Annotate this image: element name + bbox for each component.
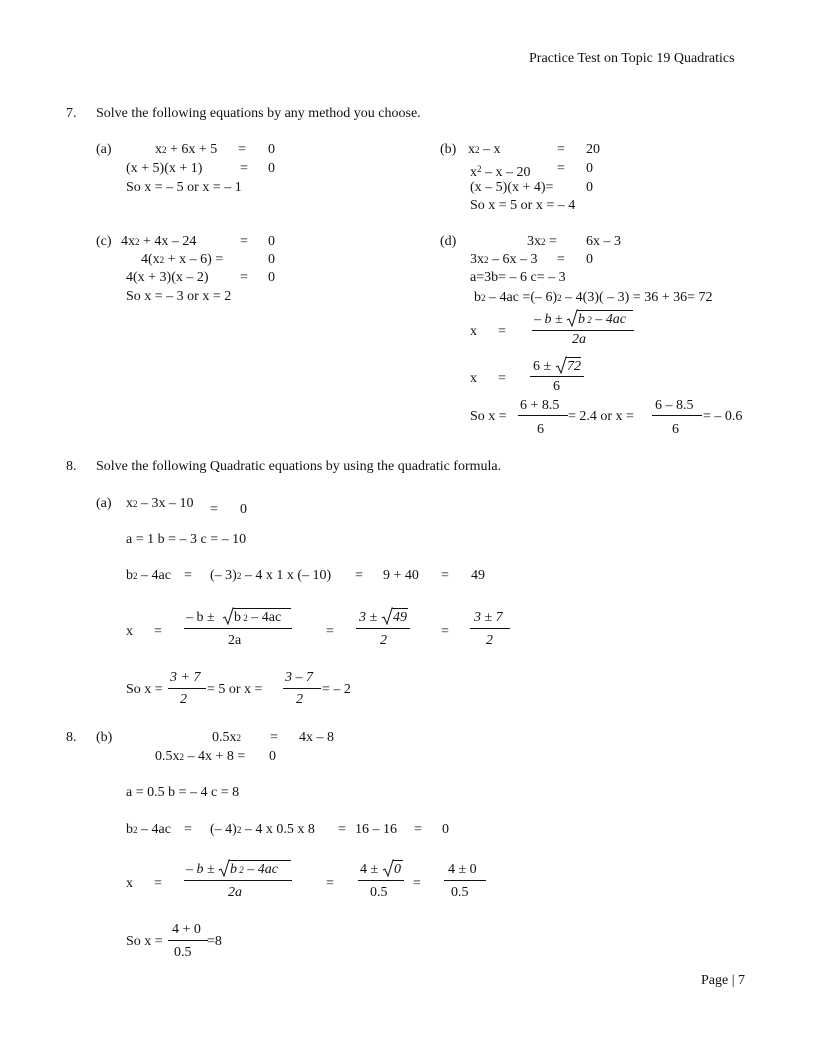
q7d-abc: a=3b= – 6 c= – 3 bbox=[470, 270, 566, 285]
q8a-equation-eq: = bbox=[210, 502, 218, 517]
question-8b-number: 8. bbox=[66, 730, 77, 745]
q7d-f2-x: x bbox=[470, 371, 477, 386]
q8a-f2-fraction-bar bbox=[356, 628, 410, 629]
q7a-line2-lhs: (x + 5)(x + 1) bbox=[126, 161, 203, 176]
q8a-f1-radicand: b 2 – 4ac bbox=[234, 610, 282, 625]
q8b-so-x: So x = bbox=[126, 934, 163, 949]
q8a-f3-numerator: 3 ± 7 bbox=[474, 610, 503, 625]
q8b-f1-x: x bbox=[126, 876, 133, 891]
q7c-line1-eq: = bbox=[240, 234, 248, 249]
q7d-f1-sqrt-icon bbox=[566, 309, 578, 327]
q7b-label: (b) bbox=[440, 142, 457, 157]
q7d-f3-result: = 2.4 or x = bbox=[568, 409, 634, 424]
q7b-line1-eq: = bbox=[557, 142, 565, 157]
q8a-f2-sqrt-icon bbox=[381, 607, 393, 625]
q7c-line1-rhs: 0 bbox=[268, 234, 275, 249]
q7d-f4-result: = – 0.6 bbox=[703, 409, 743, 424]
q8b-f1-sqrt-icon bbox=[218, 859, 230, 877]
q8b-f1-radical-bar bbox=[229, 860, 291, 861]
q8b-f2-denominator: 0.5 bbox=[370, 885, 388, 900]
q8a-f4-numerator: 3 + 7 bbox=[170, 670, 201, 685]
q8a-abc: a = 1 b = – 3 c = – 10 bbox=[126, 532, 247, 547]
q7b-line2-rhs: 0 bbox=[586, 161, 593, 176]
q8a-equation-rhs: 0 bbox=[240, 502, 247, 517]
q8b-f1-numerator: – b ± bbox=[186, 862, 215, 877]
q8b-abc: a = 0.5 b = – 4 c = 8 bbox=[126, 785, 240, 800]
q8b-line1-rhs: 4x – 8 bbox=[299, 730, 334, 745]
q8a-f4-result: = 5 or x = bbox=[207, 682, 263, 697]
q8a-so-x: So x = bbox=[126, 682, 163, 697]
q8a-f5-fraction-bar bbox=[283, 688, 321, 689]
q8b-f2-sqrt-icon bbox=[382, 859, 394, 877]
q8a-f1-numerator: – b ± bbox=[186, 610, 215, 625]
q7d-f3-numerator: 6 + 8.5 bbox=[520, 398, 560, 413]
q7c-line2-lhs: 4(x2 + x – 6) = bbox=[141, 252, 224, 267]
q7d-f4-fraction-bar bbox=[652, 415, 702, 416]
q7d-f2-fraction-bar bbox=[530, 376, 584, 377]
q8a-f2-radicand: 49 bbox=[393, 610, 407, 625]
q7d-f4-numerator: 6 – 8.5 bbox=[655, 398, 694, 413]
q8b-f2-radicand: 0 bbox=[394, 862, 401, 877]
q8a-f1-eq: = bbox=[154, 624, 162, 639]
q8a-f5-result: = – 2 bbox=[322, 682, 351, 697]
q7d-f1-eq: = bbox=[498, 324, 506, 339]
q8b-line1-eq: = bbox=[270, 730, 278, 745]
q8b-f1-fraction-bar bbox=[184, 880, 292, 881]
q8a-f3-fraction-bar bbox=[470, 628, 510, 629]
q8b-line2-lhs: 0.5x2 – 4x + 8 = bbox=[155, 749, 246, 764]
q8b-f3-denominator: 0.5 bbox=[451, 885, 469, 900]
q8b-f2-eq: = bbox=[326, 876, 334, 891]
q8a-f1-fraction-bar bbox=[184, 628, 292, 629]
q7c-line1-lhs: 4x2 + 4x – 24 bbox=[121, 234, 197, 249]
q8b-line1-lhs: 0.5x2 bbox=[212, 730, 241, 745]
q7d-f1-radicand: b 2 – 4ac bbox=[578, 312, 626, 327]
q7c-line3-eq: = bbox=[240, 270, 248, 285]
q7d-f3-fraction-bar bbox=[518, 415, 568, 416]
q8a-equation-lhs: x2 – 3x – 10 bbox=[126, 496, 194, 511]
q8b-f4-numerator: 4 + 0 bbox=[172, 922, 201, 937]
q8a-disc-eq1: = bbox=[184, 568, 192, 583]
q7d-f1-fraction-bar bbox=[532, 330, 634, 331]
q7b-line3-lhs: (x – 5)(x + 4)= bbox=[470, 180, 554, 195]
q7a-label: (a) bbox=[96, 142, 112, 157]
q7d-f1-radical-bar bbox=[577, 310, 633, 311]
q8a-f2-eq: = bbox=[326, 624, 334, 639]
q8a-disc-result: 49 bbox=[471, 568, 485, 583]
q8a-disc-eq3: = bbox=[441, 568, 449, 583]
q7b-line1-lhs: x2 – x bbox=[468, 142, 501, 157]
q7a-line2-eq: = bbox=[240, 161, 248, 176]
q8a-f4-denominator: 2 bbox=[180, 692, 187, 707]
q7d-f3-denominator: 6 bbox=[537, 422, 544, 437]
q7a-answer: So x = – 5 or x = – 1 bbox=[126, 180, 242, 195]
q8b-f3-eq: = bbox=[413, 876, 421, 891]
q7c-line2-rhs: 0 bbox=[268, 252, 275, 267]
q8a-f1-radical-bar bbox=[233, 608, 291, 609]
q8a-f3-eq: = bbox=[441, 624, 449, 639]
q8b-f1-radicand: b 2 – 4ac bbox=[230, 862, 278, 877]
q7a-line1-rhs: 0 bbox=[268, 142, 275, 157]
q7a-line1-lhs: x2 + 6x + 5 bbox=[155, 142, 218, 157]
q7b-line3-rhs: 0 bbox=[586, 180, 593, 195]
q8a-f2-denominator: 2 bbox=[380, 633, 387, 648]
q7d-line2-eq: = bbox=[557, 252, 565, 267]
q7a-line1-eq: = bbox=[238, 142, 246, 157]
q8a-f3-denominator: 2 bbox=[486, 633, 493, 648]
q8a-f2-radical-bar bbox=[392, 608, 408, 609]
q8b-f4-fraction-bar bbox=[168, 940, 208, 941]
q8a-disc-step2: 9 + 40 bbox=[383, 568, 419, 583]
q7d-f1-x: x bbox=[470, 324, 477, 339]
page-header-title: Practice Test on Topic 19 Quadratics bbox=[529, 51, 735, 66]
q7d-f1-numerator: – b ± bbox=[534, 312, 563, 327]
q7c-line3-lhs: 4(x + 3)(x – 2) bbox=[126, 270, 209, 285]
q7d-label: (d) bbox=[440, 234, 457, 249]
q8a-disc-eq2: = bbox=[355, 568, 363, 583]
q7d-line2-rhs: 0 bbox=[586, 252, 593, 267]
q8b-disc-result: 0 bbox=[442, 822, 449, 837]
q8b-f1-denominator: 2a bbox=[228, 885, 242, 900]
q8a-f1-denominator: 2a bbox=[228, 633, 242, 648]
q8a-f5-numerator: 3 – 7 bbox=[285, 670, 313, 685]
q7d-line2-lhs: 3x2 – 6x – 3 bbox=[470, 252, 538, 267]
q8a-disc-lhs: b2 – 4ac bbox=[126, 568, 171, 583]
q7c-label: (c) bbox=[96, 234, 112, 249]
q7d-f2-eq: = bbox=[498, 371, 506, 386]
q8b-f4-result: =8 bbox=[207, 934, 222, 949]
q7c-answer: So x = – 3 or x = 2 bbox=[126, 289, 232, 304]
q8b-disc-eq3: = bbox=[414, 822, 422, 837]
q8b-line2-rhs: 0 bbox=[269, 749, 276, 764]
page-number: Page | 7 bbox=[701, 973, 746, 988]
q8b-disc-eq1: = bbox=[184, 822, 192, 837]
question-8-number: 8. bbox=[66, 459, 77, 474]
q8a-f4-fraction-bar bbox=[168, 688, 206, 689]
q7d-line1-rhs: 6x – 3 bbox=[586, 234, 621, 249]
q8a-disc-step1: (– 3)2 – 4 x 1 x (– 10) bbox=[210, 568, 332, 583]
q7b-line1-rhs: 20 bbox=[586, 142, 600, 157]
q7d-f2-sqrt-icon bbox=[555, 356, 567, 374]
q7b-answer: So x = 5 or x = – 4 bbox=[470, 198, 576, 213]
q8b-f2-fraction-bar bbox=[358, 880, 404, 881]
q7d-line1-lhs: 3x2 = bbox=[527, 234, 557, 249]
q7d-so-x: So x = bbox=[470, 409, 507, 424]
q7d-f2-denominator: 6 bbox=[553, 379, 560, 394]
question-8-instruction: Solve the following Quadratic equations by using the quadratic formula. bbox=[96, 459, 502, 474]
question-7-instruction: Solve the following equations by any method you choose. bbox=[96, 106, 421, 121]
q7b-line2-eq: = bbox=[557, 161, 565, 176]
q7d-f2-radical-bar bbox=[566, 357, 581, 358]
q8a-f2-numerator: 3 ± bbox=[359, 610, 378, 625]
q7d-f2-numerator: 6 ± bbox=[533, 359, 552, 374]
question-7-number: 7. bbox=[66, 106, 77, 121]
q8a-f5-denominator: 2 bbox=[296, 692, 303, 707]
q8b-label: (b) bbox=[96, 730, 113, 745]
q7d-f4-denominator: 6 bbox=[672, 422, 679, 437]
q8b-f4-denominator: 0.5 bbox=[174, 945, 192, 960]
q7a-line2-rhs: 0 bbox=[268, 161, 275, 176]
q8b-disc-eq2: = bbox=[338, 822, 346, 837]
q7b-line2-lhs: $x^2$ – x – 20 bbox=[470, 164, 531, 180]
q8b-f2-numerator: 4 ± bbox=[360, 862, 379, 877]
q8b-disc-step2: 16 – 16 bbox=[355, 822, 397, 837]
q8b-f2-radical-bar bbox=[393, 860, 403, 861]
q7d-f2-radicand: 72 bbox=[567, 359, 581, 374]
q8b-f1-eq: = bbox=[154, 876, 162, 891]
q8b-f3-numerator: 4 ± 0 bbox=[448, 862, 477, 877]
q8a-f1-x: x bbox=[126, 624, 133, 639]
q8b-disc-lhs: b2 – 4ac bbox=[126, 822, 171, 837]
q8b-disc-step1: (– 4)2 – 4 x 0.5 x 8 bbox=[210, 822, 315, 837]
q7d-discriminant: b2 – 4ac =(– 6)2 – 4(3)( – 3) = 36 + 36= 72 bbox=[474, 290, 713, 305]
q7c-line3-rhs: 0 bbox=[268, 270, 275, 285]
q8a-label: (a) bbox=[96, 496, 112, 511]
q8b-f3-fraction-bar bbox=[444, 880, 486, 881]
q8a-f1-sqrt-icon bbox=[222, 607, 234, 625]
q7d-f1-denominator: 2a bbox=[572, 332, 586, 347]
